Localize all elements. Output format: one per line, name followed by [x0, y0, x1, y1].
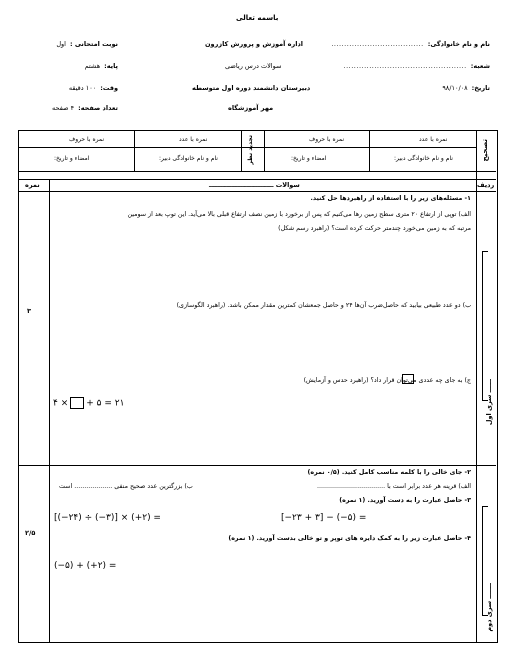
- page-count-row: [18, 104, 118, 112]
- exam-sheet: [18, 130, 498, 643]
- date-label: تاریخ:: [471, 84, 490, 92]
- bismillah: باسمه تعالی: [236, 14, 279, 22]
- jim-inline-box: [402, 374, 414, 384]
- q1-alef-line2: مرتبه که به زمین می‌خورد چندمتر حرکت کرده است؟ (راهبرد رسم شکل): [278, 225, 471, 232]
- time-value: ۱۰۰ دقیقه: [68, 84, 97, 92]
- date-value: ۹۸/۱۰/۰۸: [442, 84, 468, 92]
- divider: [49, 179, 50, 642]
- page-count-value: ۴ صفحه: [52, 104, 75, 112]
- section-divider: [19, 465, 496, 466]
- q4-title: ۴- حاصل عبارت زیر را به کمک دایره های توپر و تو خالی بدست آورید. (۱ نمره): [228, 535, 471, 542]
- class-row: [344, 62, 490, 70]
- q2-be: ب) بزرگترین عدد صحیح منفی ................... است: [59, 483, 193, 490]
- q3-expr-left: [(−۲۴) ÷ (−۳)] × (+۲) =: [54, 513, 161, 523]
- appeal-score-digit-label: نمره با عدد: [179, 136, 208, 143]
- eq-right: + ۵ = ۲۱: [86, 398, 125, 409]
- class-field[interactable]: ................................................: [343, 62, 467, 70]
- exam-term-row: [18, 40, 118, 48]
- time-label: وقت:: [100, 84, 118, 92]
- divider: [19, 191, 496, 192]
- appeal-teacher-name-label: نام و نام خانوادگی دبیر:: [159, 155, 218, 162]
- section2-score: ۲/۵: [25, 529, 36, 537]
- answer-box[interactable]: [70, 397, 84, 409]
- q3-title: ۳- حاصل عبارت را به دست آورید. (۱ نمره): [339, 497, 471, 504]
- q2-alef: الف) قرینه هر عدد برابر است با ..................................: [317, 483, 471, 490]
- appeal-label: تجدید نظر: [247, 135, 254, 165]
- eq-left: ۴ ×: [53, 398, 69, 409]
- questions-header: سوالات ـــــــــــــــــــــــــــــ: [209, 181, 300, 189]
- school-stamp-label: مهر آموزشگاه: [228, 104, 274, 112]
- school-name: دبیرستان دانشمند دوره اول متوسطه: [192, 84, 311, 92]
- appeal-signature-date-label: امضاء و تاریخ:: [54, 155, 90, 162]
- exam-term-value: اول: [56, 40, 66, 48]
- grade-value: هشتم: [84, 62, 101, 70]
- section1-score: ۳: [27, 307, 31, 315]
- q4-expr: (−۵) + (+۲) =: [54, 561, 117, 571]
- divider: [369, 131, 370, 171]
- q2-title: ۲- جای خالی را با کلمه مناسب کامل کنید. (۰/۵ نمره): [307, 469, 471, 476]
- score-digit-label: نمره با عدد: [419, 136, 448, 143]
- q1-title: ۱- مسئله‌های زیر را با استفاده از راهبردها حل کنید.: [310, 195, 471, 202]
- divider: [264, 131, 265, 171]
- section2-side-label: ـــــــ سری دوم: [485, 583, 493, 632]
- q1-jim: ج) به جای چه عددی می‌توان قرار داد؟ (راهبرد حدس و آزمایش): [303, 377, 471, 384]
- q1-alef-line1: الف) توپی از ارتفاع ۲۰ متری سطح زمین رها می‌کنیم که پس از برخورد با زمین نصف ارتفاع قبلی بالا می‌آید. این توپ بعد از سومین: [127, 211, 471, 218]
- teacher-name-label: نام و نام خانوادگی دبیر:: [394, 155, 453, 162]
- time-row: [18, 84, 118, 92]
- appeal-score-word-label: نمره با حروف: [69, 136, 105, 143]
- student-name-field[interactable]: ....................................: [331, 40, 424, 48]
- divider: [241, 131, 242, 171]
- divider: [19, 179, 496, 180]
- q1-equation: [53, 397, 124, 409]
- signature-date-label: امضاء و تاریخ:: [291, 155, 327, 162]
- divider: [134, 131, 135, 171]
- exam-term-label: نوبت امتحانی :: [69, 40, 118, 48]
- grade-label: پایه:: [104, 62, 118, 70]
- divider: [19, 171, 496, 172]
- section1-side-label: ــــــ سری اول: [485, 379, 493, 426]
- review-label: تصحیح: [481, 139, 489, 162]
- score-word-label: نمره با حروف: [309, 136, 345, 143]
- exam-header: [0, 0, 510, 120]
- score-header: نمره: [25, 181, 40, 189]
- date-row: [442, 84, 490, 92]
- student-name-row: [331, 40, 490, 48]
- page-count-label: تعداد صفحه:: [78, 104, 118, 112]
- class-label: شعبه:: [470, 62, 490, 70]
- divider: [476, 131, 477, 642]
- row-header: ردیف: [477, 181, 495, 189]
- subject-title: سوالات درس ریاضی: [225, 62, 282, 70]
- office-title: اداره آموزش و پرورش کازرون: [205, 40, 304, 48]
- grade-row: [18, 62, 118, 70]
- q3-expr-right: [−۲۳ + ۳] − (−۵) =: [281, 513, 367, 523]
- student-name-label: نام و نام خانوادگی:: [427, 40, 490, 48]
- q1-be: ب) دو عدد طبیعی بیابید که حاصل‌ضرب آن‌ها ۲۴ و حاصل جمعشان کمترین مقدار ممکن باشد. (راهبرد الگوسازی): [176, 302, 471, 309]
